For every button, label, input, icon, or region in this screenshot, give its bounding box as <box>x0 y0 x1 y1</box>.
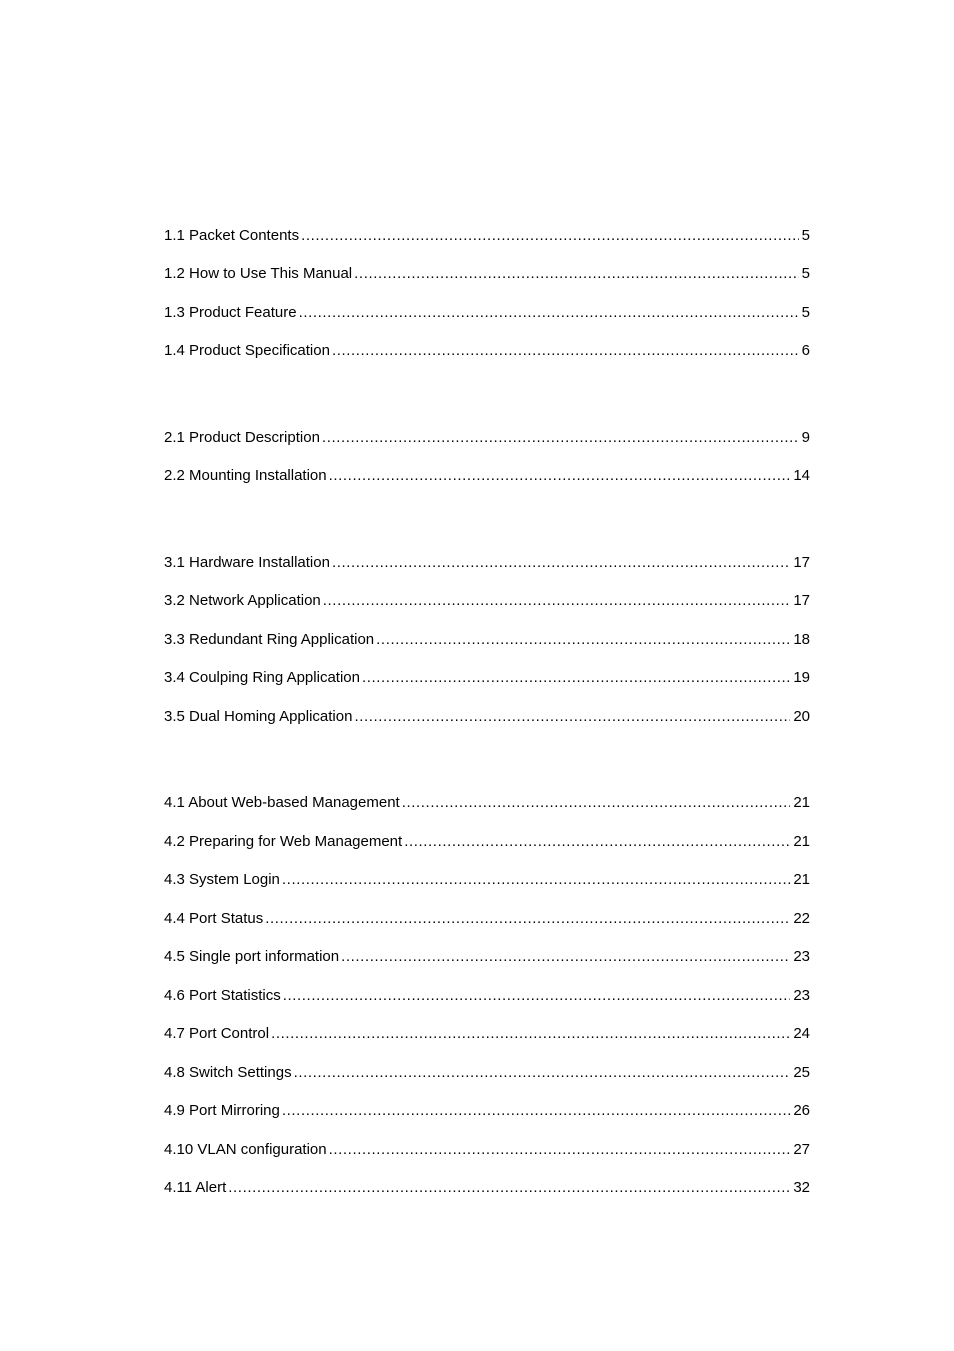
dot-leader <box>332 553 790 573</box>
toc-entry-4-4[interactable] <box>164 909 810 929</box>
toc-entry-title: 4.1 About Web-based Management <box>164 794 400 811</box>
toc-entry-page: 23 <box>793 987 810 1004</box>
toc-entry-1-3[interactable] <box>164 303 810 323</box>
dot-leader <box>265 909 790 929</box>
toc-entry-page: 9 <box>801 429 810 446</box>
toc-entry-page: 17 <box>793 554 810 571</box>
dot-leader <box>354 264 799 284</box>
toc-entry-4-6[interactable] <box>164 986 810 1006</box>
dot-leader <box>323 591 791 611</box>
toc-entry-page: 21 <box>793 871 810 888</box>
toc-entry-3-5[interactable] <box>164 707 810 727</box>
toc-entry-3-1[interactable] <box>164 553 810 573</box>
toc-entry-4-3[interactable] <box>164 870 810 890</box>
toc-entry-page: 23 <box>793 948 810 965</box>
toc-entry-title: 4.6 Port Statistics <box>164 987 281 1004</box>
dot-leader <box>332 341 799 361</box>
toc-entry-page: 14 <box>793 467 810 484</box>
toc-entry-page: 17 <box>793 592 810 609</box>
toc-entry-title: 3.2 Network Application <box>164 592 321 609</box>
toc-entry-3-2[interactable] <box>164 591 810 611</box>
toc-entry-title: 4.10 VLAN configuration <box>164 1141 327 1158</box>
toc-entry-page: 21 <box>793 833 810 850</box>
toc-entry-4-9[interactable] <box>164 1101 810 1121</box>
toc-entry-page: 6 <box>801 342 810 359</box>
toc-entry-page: 18 <box>793 631 810 648</box>
toc-entry-page: 5 <box>801 304 810 321</box>
dot-leader <box>301 226 799 246</box>
dot-leader <box>404 832 790 852</box>
toc-entry-title: 3.5 Dual Homing Application <box>164 708 353 725</box>
dot-leader <box>283 986 791 1006</box>
dot-leader <box>329 1140 791 1160</box>
toc-entry-title: 3.1 Hardware Installation <box>164 554 330 571</box>
dot-leader <box>282 870 790 890</box>
toc-entry-3-3[interactable] <box>164 630 810 650</box>
dot-leader <box>341 947 790 967</box>
dot-leader <box>362 668 790 688</box>
toc-entry-page: 32 <box>793 1179 810 1196</box>
dot-leader <box>228 1178 790 1198</box>
toc-entry-page: 25 <box>793 1064 810 1081</box>
toc-entry-title: 4.9 Port Mirroring <box>164 1102 280 1119</box>
dot-leader <box>299 303 799 323</box>
toc-entry-page: 20 <box>793 708 810 725</box>
toc-entry-title: 4.7 Port Control <box>164 1025 270 1042</box>
toc-entry-4-8[interactable] <box>164 1063 810 1083</box>
toc-entry-title: 2.2 Mounting Installation <box>164 467 327 484</box>
toc-entry-title: 1.4 Product Specification <box>164 342 330 359</box>
toc-entry-4-7[interactable] <box>164 1024 810 1044</box>
dot-leader <box>294 1063 791 1083</box>
toc-entry-page: 5 <box>801 265 810 282</box>
toc-entry-title: 4.2 Preparing for Web Management <box>164 833 403 850</box>
toc-entry-4-5[interactable] <box>164 947 810 967</box>
toc-entry-title: 1.1 Packet Contents <box>164 227 300 244</box>
toc-entry-page: 19 <box>793 669 810 686</box>
toc-entry-2-2[interactable] <box>164 466 810 486</box>
toc-entry-title: 4.3 System Login <box>164 871 280 888</box>
dot-leader <box>329 466 791 486</box>
toc-entry-title: 3.4 Coulping Ring Application <box>164 669 360 686</box>
toc-entry-page: 21 <box>793 794 810 811</box>
toc-entry-title: 1.2 How to Use This Manual <box>164 265 353 282</box>
dot-leader <box>322 428 799 448</box>
toc-entry-2-1[interactable] <box>164 428 810 448</box>
toc-entry-title: 1.3 Product Feature <box>164 304 297 321</box>
dot-leader <box>271 1024 790 1044</box>
toc-entry-title: 3.3 Redundant Ring Application <box>164 631 375 648</box>
toc-entry-3-4[interactable] <box>164 668 810 688</box>
toc-entry-page: 27 <box>793 1141 810 1158</box>
toc-entry-title: 4.8 Switch Settings <box>164 1064 292 1081</box>
toc-entry-4-11[interactable] <box>164 1178 810 1198</box>
toc-entry-4-1[interactable] <box>164 793 810 813</box>
toc-entry-page: 5 <box>801 227 810 244</box>
toc-entry-1-4[interactable] <box>164 341 810 361</box>
toc-entry-page: 24 <box>793 1025 810 1042</box>
toc-entry-title: 4.4 Port Status <box>164 910 264 927</box>
toc-entry-1-1[interactable] <box>164 226 810 246</box>
dot-leader <box>282 1101 790 1121</box>
toc-entry-title: 2.1 Product Description <box>164 429 320 446</box>
toc-entry-title: 4.5 Single port information <box>164 948 340 965</box>
toc-entry-page: 26 <box>793 1102 810 1119</box>
toc-entry-4-10[interactable] <box>164 1140 810 1160</box>
dot-leader <box>376 630 790 650</box>
toc-entry-4-2[interactable] <box>164 832 810 852</box>
toc-entry-1-2[interactable] <box>164 264 810 284</box>
toc-entry-page: 22 <box>793 910 810 927</box>
dot-leader <box>354 707 790 727</box>
dot-leader <box>402 793 791 813</box>
toc-entry-title: 4.11 Alert <box>164 1179 227 1196</box>
